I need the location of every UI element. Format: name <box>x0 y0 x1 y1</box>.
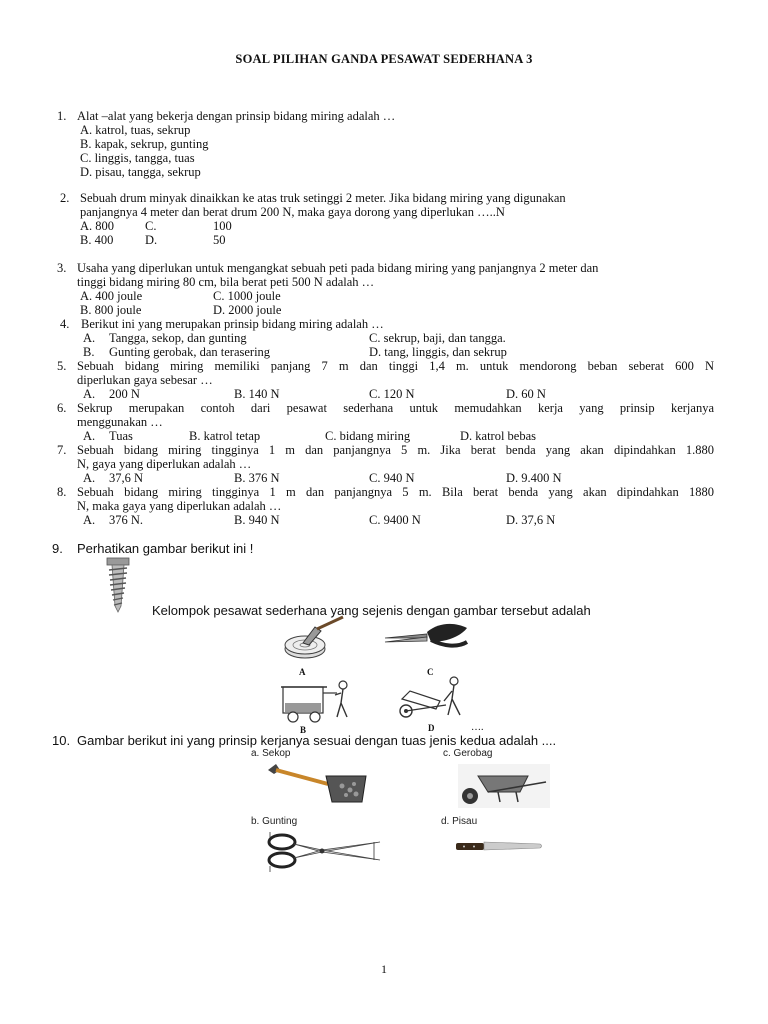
question-text-line2: tinggi bidang miring 80 cm, bila berat peti 500 N adalah … <box>77 275 375 289</box>
gerobag-image <box>458 764 550 808</box>
question-text: Perhatikan gambar berikut ini ! <box>77 541 254 556</box>
question-text-line2: N, gaya yang diperlukan adalah … <box>77 457 252 471</box>
ellipsis: …. <box>471 722 484 733</box>
option-label-c: C <box>427 667 434 677</box>
question-number: 3. <box>57 261 67 275</box>
option-d-label: d. Pisau <box>441 816 478 827</box>
option-d: D. katrol bebas <box>460 429 537 443</box>
option-d: D. tang, linggis, dan sekrup <box>369 345 507 359</box>
option-d-value: 50 <box>213 233 226 247</box>
question-number: 4. <box>60 317 70 331</box>
question-number: 5. <box>57 359 67 373</box>
screw-image <box>104 556 132 612</box>
option-a: A. katrol, tuas, sekrup <box>80 123 191 137</box>
question-text: Sebuah bidang miring memiliki panjang 7 m dan tinggi 1,4 m. untuk mendorong beban seberat 600 N <box>77 359 714 373</box>
question-text: Berikut ini yang merupakan prinsip bidang miring adalah … <box>81 317 384 331</box>
question-text: Alat –alat yang bekerja dengan prinsip bidang miring adalah … <box>77 109 396 123</box>
option-a-label: A. <box>83 331 96 345</box>
option-a: 376 N. <box>109 513 144 527</box>
option-label-b: B <box>300 725 307 735</box>
option-b: B. 800 joule <box>80 303 142 317</box>
option-c: C. linggis, tangga, tuas <box>80 151 195 165</box>
question-subtext: Kelompok pesawat sederhana yang sejenis dengan gambar tersebut adalah <box>152 603 591 618</box>
option-a: A. 800 <box>80 219 115 233</box>
option-d-label: D. <box>145 233 158 247</box>
option-b: B. 400 <box>80 233 114 247</box>
wheelbarrow-image <box>396 675 466 721</box>
option-c-label: C. <box>145 219 157 233</box>
option-d: D. 9.400 N <box>506 471 562 485</box>
option-a: Tuas <box>109 429 133 443</box>
page-title: SOAL PILIHAN GANDA PESAWAT SEDERHANA 3 <box>235 52 533 66</box>
option-c: C. bidang miring <box>325 429 411 443</box>
option-a: 200 N <box>109 387 140 401</box>
option-a: Tangga, sekop, dan gunting <box>109 331 247 345</box>
option-d: D. 60 N <box>506 387 546 401</box>
question-text: Gambar berikut ini yang prinsip kerjanya sesuai dengan tuas jenis kedua adalah .... <box>77 733 557 748</box>
question-text-line2: N, maka gaya yang diperlukan adalah … <box>77 499 282 513</box>
question-number: 9. <box>52 541 63 556</box>
option-a-label: A. <box>83 471 96 485</box>
option-b: B. kapak, sekrup, gunting <box>80 137 209 151</box>
option-a-label: a. Sekop <box>251 748 291 759</box>
question-number: 2. <box>60 191 70 205</box>
cart-image <box>279 679 353 723</box>
question-text: Sekrup merupakan contoh dari pesawat sederhana untuk memudahkan kerja yang prinsip kerjanya <box>77 401 714 415</box>
option-a: 37,6 N <box>109 471 144 485</box>
question-text: Sebuah bidang miring tingginya 1 m dan panjangnya 5 m. Bila berat benda yang akan dipindahkan 1880 <box>77 485 714 499</box>
option-c: C. 1000 joule <box>213 289 281 303</box>
question-text: Usaha yang diperlukan untuk mengangkat sebuah peti pada bidang miring yang panjangnya 2 meter dan <box>77 261 599 275</box>
question-text-line2: menggunakan … <box>77 415 163 429</box>
option-b: Gunting gerobak, dan terasering <box>109 345 271 359</box>
option-a-label: A. <box>83 513 96 527</box>
option-b-label: B. <box>83 345 95 359</box>
option-b-label: b. Gunting <box>251 816 298 827</box>
shovel-image <box>266 762 370 806</box>
option-c: C. 940 N <box>369 471 415 485</box>
option-label-a: A <box>299 667 306 677</box>
option-label-d: D <box>428 723 435 733</box>
option-d: D. 37,6 N <box>506 513 556 527</box>
option-c: C. sekrup, baji, dan tangga. <box>369 331 506 345</box>
option-c: C. 9400 N <box>369 513 421 527</box>
question-text-line2: panjangnya 4 meter dan berat drum 200 N, maka gaya dorong yang diperlukan …..N <box>80 205 505 219</box>
option-c-label: c. Gerobag <box>443 748 493 759</box>
axe-image <box>281 615 347 663</box>
option-c-value: 100 <box>213 219 232 233</box>
question-text: Sebuah drum minyak dinaikkan ke atas truk setinggi 2 meter. Jika bidang miring yang digunakan <box>80 191 566 205</box>
knife-image <box>454 838 544 854</box>
option-c: C. 120 N <box>369 387 415 401</box>
option-b: B. 940 N <box>234 513 280 527</box>
question-text: Sebuah bidang miring tingginya 1 m dan panjangnya 5 m. Jika berat benda yang akan dipindahkan 1.880 <box>77 443 714 457</box>
option-d: D. 2000 joule <box>213 303 282 317</box>
shears-image <box>383 620 469 650</box>
question-number: 10. <box>52 733 71 748</box>
page-number: 1 <box>381 962 387 976</box>
option-a-label: A. <box>83 429 96 443</box>
option-b: B. 140 N <box>234 387 280 401</box>
question-number: 8. <box>57 485 67 499</box>
question-number: 7. <box>57 443 67 457</box>
question-number: 6. <box>57 401 67 415</box>
scissors-image <box>262 830 390 874</box>
option-a: A. 400 joule <box>80 289 143 303</box>
option-b: B. katrol tetap <box>189 429 261 443</box>
option-b: B. 376 N <box>234 471 280 485</box>
question-number: 1. <box>57 109 67 123</box>
question-text-line2: diperlukan gaya sebesar … <box>77 373 213 387</box>
option-a-label: A. <box>83 387 96 401</box>
option-d: D. pisau, tangga, sekrup <box>80 165 201 179</box>
